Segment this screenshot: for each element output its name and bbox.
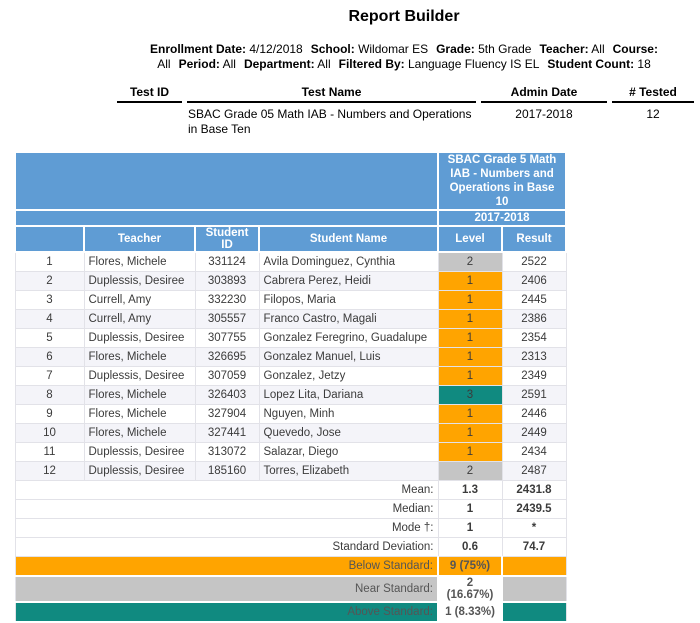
num-tested-column-header: # Tested xyxy=(612,84,694,103)
stat-level-value: 1.3 xyxy=(438,481,502,500)
test-info-row xyxy=(117,103,694,138)
test-name-value: SBAC Grade 05 Math IAB - Numbers and Operations in Base Ten xyxy=(188,107,472,136)
student-row xyxy=(15,329,566,348)
level-badge: 2 xyxy=(438,462,502,481)
student-row xyxy=(15,462,566,481)
column-header-row xyxy=(15,226,566,252)
teacher-name: Flores, Michele xyxy=(84,424,195,443)
admin-date-column-header: Admin Date xyxy=(481,84,607,103)
student-row xyxy=(15,272,566,291)
band-result-cell xyxy=(502,602,566,622)
row-number: 8 xyxy=(15,386,84,405)
level-badge: 2 xyxy=(438,252,502,272)
row-number: 6 xyxy=(15,348,84,367)
filter-line-2 xyxy=(110,57,698,72)
student-id: 307059 xyxy=(195,367,259,386)
student-row xyxy=(15,291,566,310)
result-score: 2445 xyxy=(502,291,566,310)
student-id: 307755 xyxy=(195,329,259,348)
filter-item: Student Count: 18 xyxy=(547,57,651,71)
row-number: 5 xyxy=(15,329,84,348)
year-header-row xyxy=(15,210,566,226)
results-table xyxy=(14,151,567,623)
result-score: 2406 xyxy=(502,272,566,291)
row-number: 12 xyxy=(15,462,84,481)
stat-label: Median: xyxy=(15,500,438,519)
band-result-cell xyxy=(502,576,566,602)
student-name: Filopos, Maria xyxy=(259,291,438,310)
teacher-name: Duplessis, Desiree xyxy=(84,367,195,386)
stat-label: Mode †: xyxy=(15,519,438,538)
filter-line-1 xyxy=(110,42,698,57)
student-name: Torres, Elizabeth xyxy=(259,462,438,481)
teacher-name: Flores, Michele xyxy=(84,386,195,405)
student-name: Franco Castro, Magali xyxy=(259,310,438,329)
teacher-name: Currell, Amy xyxy=(84,291,195,310)
result-score: 2522 xyxy=(502,252,566,272)
student-name: Gonzalez, Jetzy xyxy=(259,367,438,386)
teacher-name: Flores, Michele xyxy=(84,405,195,424)
num-tested-value: 12 xyxy=(646,107,660,121)
filter-item: Department: All xyxy=(243,57,331,71)
row-number: 1 xyxy=(15,252,84,272)
col-header-student-name: Student Name xyxy=(259,226,438,252)
row-number: 3 xyxy=(15,291,84,310)
col-header-row-num xyxy=(15,226,84,252)
col-header-result: Result xyxy=(502,226,566,252)
student-name: Nguyen, Minh xyxy=(259,405,438,424)
stat-level-value: 1 xyxy=(438,519,502,538)
row-number: 9 xyxy=(15,405,84,424)
student-id: 313072 xyxy=(195,443,259,462)
filter-item: Period: All xyxy=(178,57,236,71)
student-id: 303893 xyxy=(195,272,259,291)
band-label: Above Standard: xyxy=(15,602,438,622)
stat-level-value: 1 xyxy=(438,500,502,519)
teacher-name: Flores, Michele xyxy=(84,348,195,367)
level-badge: 3 xyxy=(438,386,502,405)
student-id: 332230 xyxy=(195,291,259,310)
stat-result-value: * xyxy=(502,519,566,538)
filter-item: Course: xyxy=(612,42,658,56)
teacher-name: Currell, Amy xyxy=(84,310,195,329)
filter-item: Filtered By: Language Fluency IS EL xyxy=(338,57,540,71)
page-title: Report Builder xyxy=(348,8,460,25)
standard-band-row xyxy=(15,557,566,577)
level-badge: 1 xyxy=(438,291,502,310)
row-number: 4 xyxy=(15,310,84,329)
stat-result-value: 2439.5 xyxy=(502,500,566,519)
col-header-student-id: Student ID xyxy=(195,226,259,252)
standard-band-row xyxy=(15,576,566,602)
level-badge: 1 xyxy=(438,329,502,348)
level-badge: 1 xyxy=(438,367,502,386)
student-id: 305557 xyxy=(195,310,259,329)
level-badge: 1 xyxy=(438,310,502,329)
stat-result-value: 74.7 xyxy=(502,538,566,557)
result-score: 2386 xyxy=(502,310,566,329)
student-id: 327904 xyxy=(195,405,259,424)
filter-item: Teacher: All xyxy=(539,42,605,56)
level-badge: 1 xyxy=(438,348,502,367)
band-count-value: 1 (8.33%) xyxy=(438,602,502,622)
test-id-value xyxy=(117,103,182,138)
student-row xyxy=(15,424,566,443)
student-row xyxy=(15,443,566,462)
col-header-teacher: Teacher xyxy=(84,226,195,252)
teacher-name: Duplessis, Desiree xyxy=(84,272,195,291)
stat-level-value: 0.6 xyxy=(438,538,502,557)
student-id: 331124 xyxy=(195,252,259,272)
student-name: Gonzalez Feregrino, Guadalupe xyxy=(259,329,438,348)
test-id-column-header: Test ID xyxy=(117,84,182,103)
student-name: Salazar, Diego xyxy=(259,443,438,462)
stat-label: Mean: xyxy=(15,481,438,500)
filter-item: School: Wildomar ES xyxy=(310,42,429,56)
student-id: 185160 xyxy=(195,462,259,481)
result-score: 2487 xyxy=(502,462,566,481)
stat-result-value: 2431.8 xyxy=(502,481,566,500)
test-name-column-header: Test Name xyxy=(187,84,476,103)
student-row xyxy=(15,348,566,367)
result-score: 2313 xyxy=(502,348,566,367)
band-label: Below Standard: xyxy=(15,557,438,577)
stat-row xyxy=(15,500,566,519)
student-row xyxy=(15,367,566,386)
teacher-name: Duplessis, Desiree xyxy=(84,329,195,348)
student-row xyxy=(15,405,566,424)
student-name: Gonzalez Manuel, Luis xyxy=(259,348,438,367)
level-badge: 1 xyxy=(438,424,502,443)
results-body xyxy=(15,252,566,622)
level-badge: 1 xyxy=(438,443,502,462)
stat-row xyxy=(15,519,566,538)
student-row xyxy=(15,310,566,329)
report-header xyxy=(110,8,698,72)
teacher-name: Duplessis, Desiree xyxy=(84,462,195,481)
assessment-name-header: SBAC Grade 5 Math IAB - Numbers and Operations in Base 10 xyxy=(438,152,566,210)
result-score: 2349 xyxy=(502,367,566,386)
test-info-header-row xyxy=(117,84,694,103)
row-number: 11 xyxy=(15,443,84,462)
level-badge: 1 xyxy=(438,405,502,424)
col-header-level: Level xyxy=(438,226,502,252)
band-result-cell xyxy=(502,557,566,577)
row-number: 2 xyxy=(15,272,84,291)
header-blank-cell xyxy=(15,210,438,226)
filter-item: Enrollment Date: 4/12/2018 xyxy=(150,42,303,56)
student-id: 326403 xyxy=(195,386,259,405)
row-number: 10 xyxy=(15,424,84,443)
band-count-value: 2 (16.67%) xyxy=(438,576,502,602)
stat-row xyxy=(15,538,566,557)
student-name: Quevedo, Jose xyxy=(259,424,438,443)
student-row xyxy=(15,252,566,272)
student-id: 327441 xyxy=(195,424,259,443)
student-row xyxy=(15,386,566,405)
teacher-name: Duplessis, Desiree xyxy=(84,443,195,462)
standard-band-row xyxy=(15,602,566,622)
teacher-name: Flores, Michele xyxy=(84,252,195,272)
result-score: 2434 xyxy=(502,443,566,462)
test-info-table xyxy=(112,84,699,138)
header-blank-cell xyxy=(15,152,438,210)
filter-summary xyxy=(110,42,698,72)
result-score: 2446 xyxy=(502,405,566,424)
filter-item: Grade: 5th Grade xyxy=(436,42,532,56)
student-name: Lopez Lita, Dariana xyxy=(259,386,438,405)
row-number: 7 xyxy=(15,367,84,386)
result-score: 2449 xyxy=(502,424,566,443)
level-badge: 1 xyxy=(438,272,502,291)
year-header: 2017-2018 xyxy=(438,210,566,226)
stat-label: Standard Deviation: xyxy=(15,538,438,557)
result-score: 2591 xyxy=(502,386,566,405)
result-score: 2354 xyxy=(502,329,566,348)
student-name: Avila Dominguez, Cynthia xyxy=(259,252,438,272)
student-id: 326695 xyxy=(195,348,259,367)
stat-row xyxy=(15,481,566,500)
student-name: Cabrera Perez, Heidi xyxy=(259,272,438,291)
filter-item: All xyxy=(157,57,171,71)
assessment-header-row xyxy=(15,152,566,210)
band-count-value: 9 (75%) xyxy=(438,557,502,577)
admin-date-value: 2017-2018 xyxy=(515,107,573,121)
band-label: Near Standard: xyxy=(15,576,438,602)
